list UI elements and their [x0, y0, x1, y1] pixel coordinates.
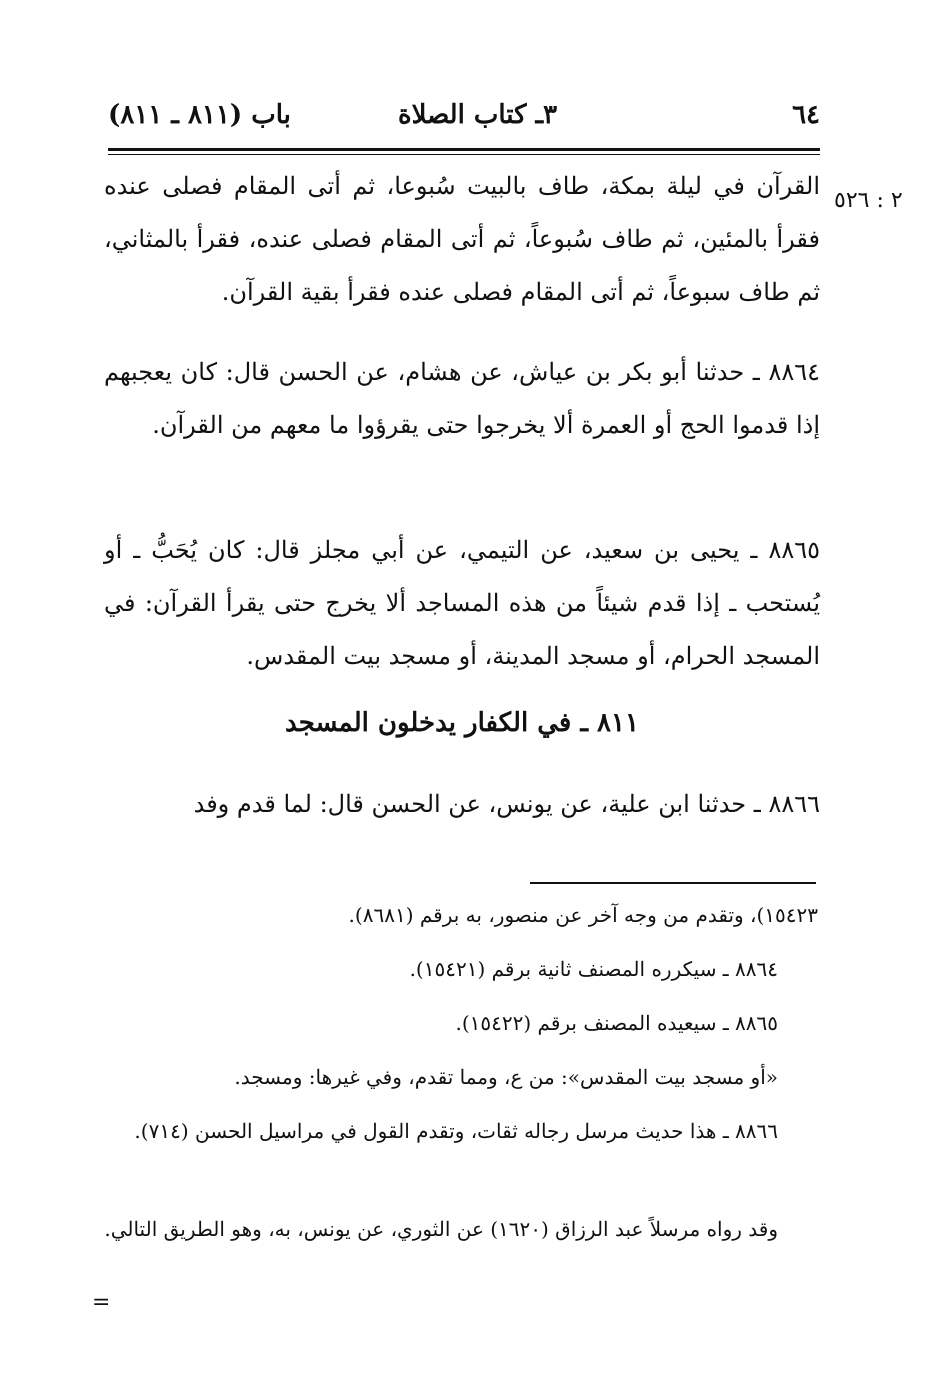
paragraph-8865: ٨٨٦٥ ـ يحيى بن سعيد، عن التيمي، عن أبي مجلز قال: كان يُحَبُّ ـ أو يُستحب ـ إذا قدم شيئاً من هذه المساجد ألا يخرج حتى يقرأ القرآن: في المسجد الحرام، أو مسجد المدينة، أو مسجد بيت المقدس. [104, 536, 820, 670]
footnote-divider [530, 882, 816, 884]
paragraph-8866: ٨٨٦٦ ـ حدثنا ابن علية، عن يونس، عن الحسن قال: لما قدم وفد [193, 790, 820, 818]
footnote-continuation: وقد رواه مرسلاً عبد الرزاق (١٦٢٠) عن الثوري، عن يونس، به، وهو الطريق التالي. [104, 1217, 778, 1241]
header-rule [108, 148, 820, 151]
footnote-8864: ٨٨٦٤ ـ سيكرره المصنف ثانية برقم (١٥٤٢١). [409, 957, 778, 981]
page-header [108, 96, 820, 140]
paragraph-8864: ٨٨٦٤ ـ حدثنا أبو بكر بن عياش، عن هشام، عن الحسن قال: كان يعجبهم إذا قدموا الحج أو العمرة ألا يخرجوا حتى يقرؤوا ما معهم من القرآن. [104, 358, 820, 439]
paragraph-1: القرآن في ليلة بمكة، طاف بالبيت سُبوعا، ثم أتى المقام فصلى عنده فقرأ بالمئين، ثم طاف سُبوعاً، ثم أتى المقام فصلى عنده، فقرأ بالمثاني، ثم طاف سبوعاً، ثم أتى المقام فصلى عنده فقرأ بقية القرآن. [104, 172, 820, 306]
book-title: ٣ـ كتاب الصلاة [398, 100, 558, 130]
footnote-8865: ٨٨٦٥ ـ سيعيده المصنف برقم (١٥٤٢٢). [455, 1011, 778, 1035]
footnote-note: «أو مسجد بيت المقدس»: من ع، ومما تقدم، وفي غيرها: ومسجد. [234, 1065, 778, 1089]
page-end-mark: = [92, 1290, 111, 1315]
section-heading: ٨١١ ـ في الكفار يدخلون المسجد [285, 708, 639, 738]
header-rule-thin [108, 154, 820, 155]
page-number: ٦٤ [792, 100, 820, 130]
footnote-1: ١٥٤٢٣)، وتقدم من وجه آخر عن منصور، به برقم (٨٦٨١). [348, 903, 818, 927]
margin-reference: ٢ : ٥٢٦ [834, 188, 903, 213]
chapter-range: باب (٨١١ ـ ٨١١) [108, 100, 291, 130]
footnote-8866: ٨٨٦٦ ـ هذا حديث مرسل رجاله ثقات، وتقدم القول في مراسيل الحسن (٧١٤). [134, 1119, 778, 1143]
